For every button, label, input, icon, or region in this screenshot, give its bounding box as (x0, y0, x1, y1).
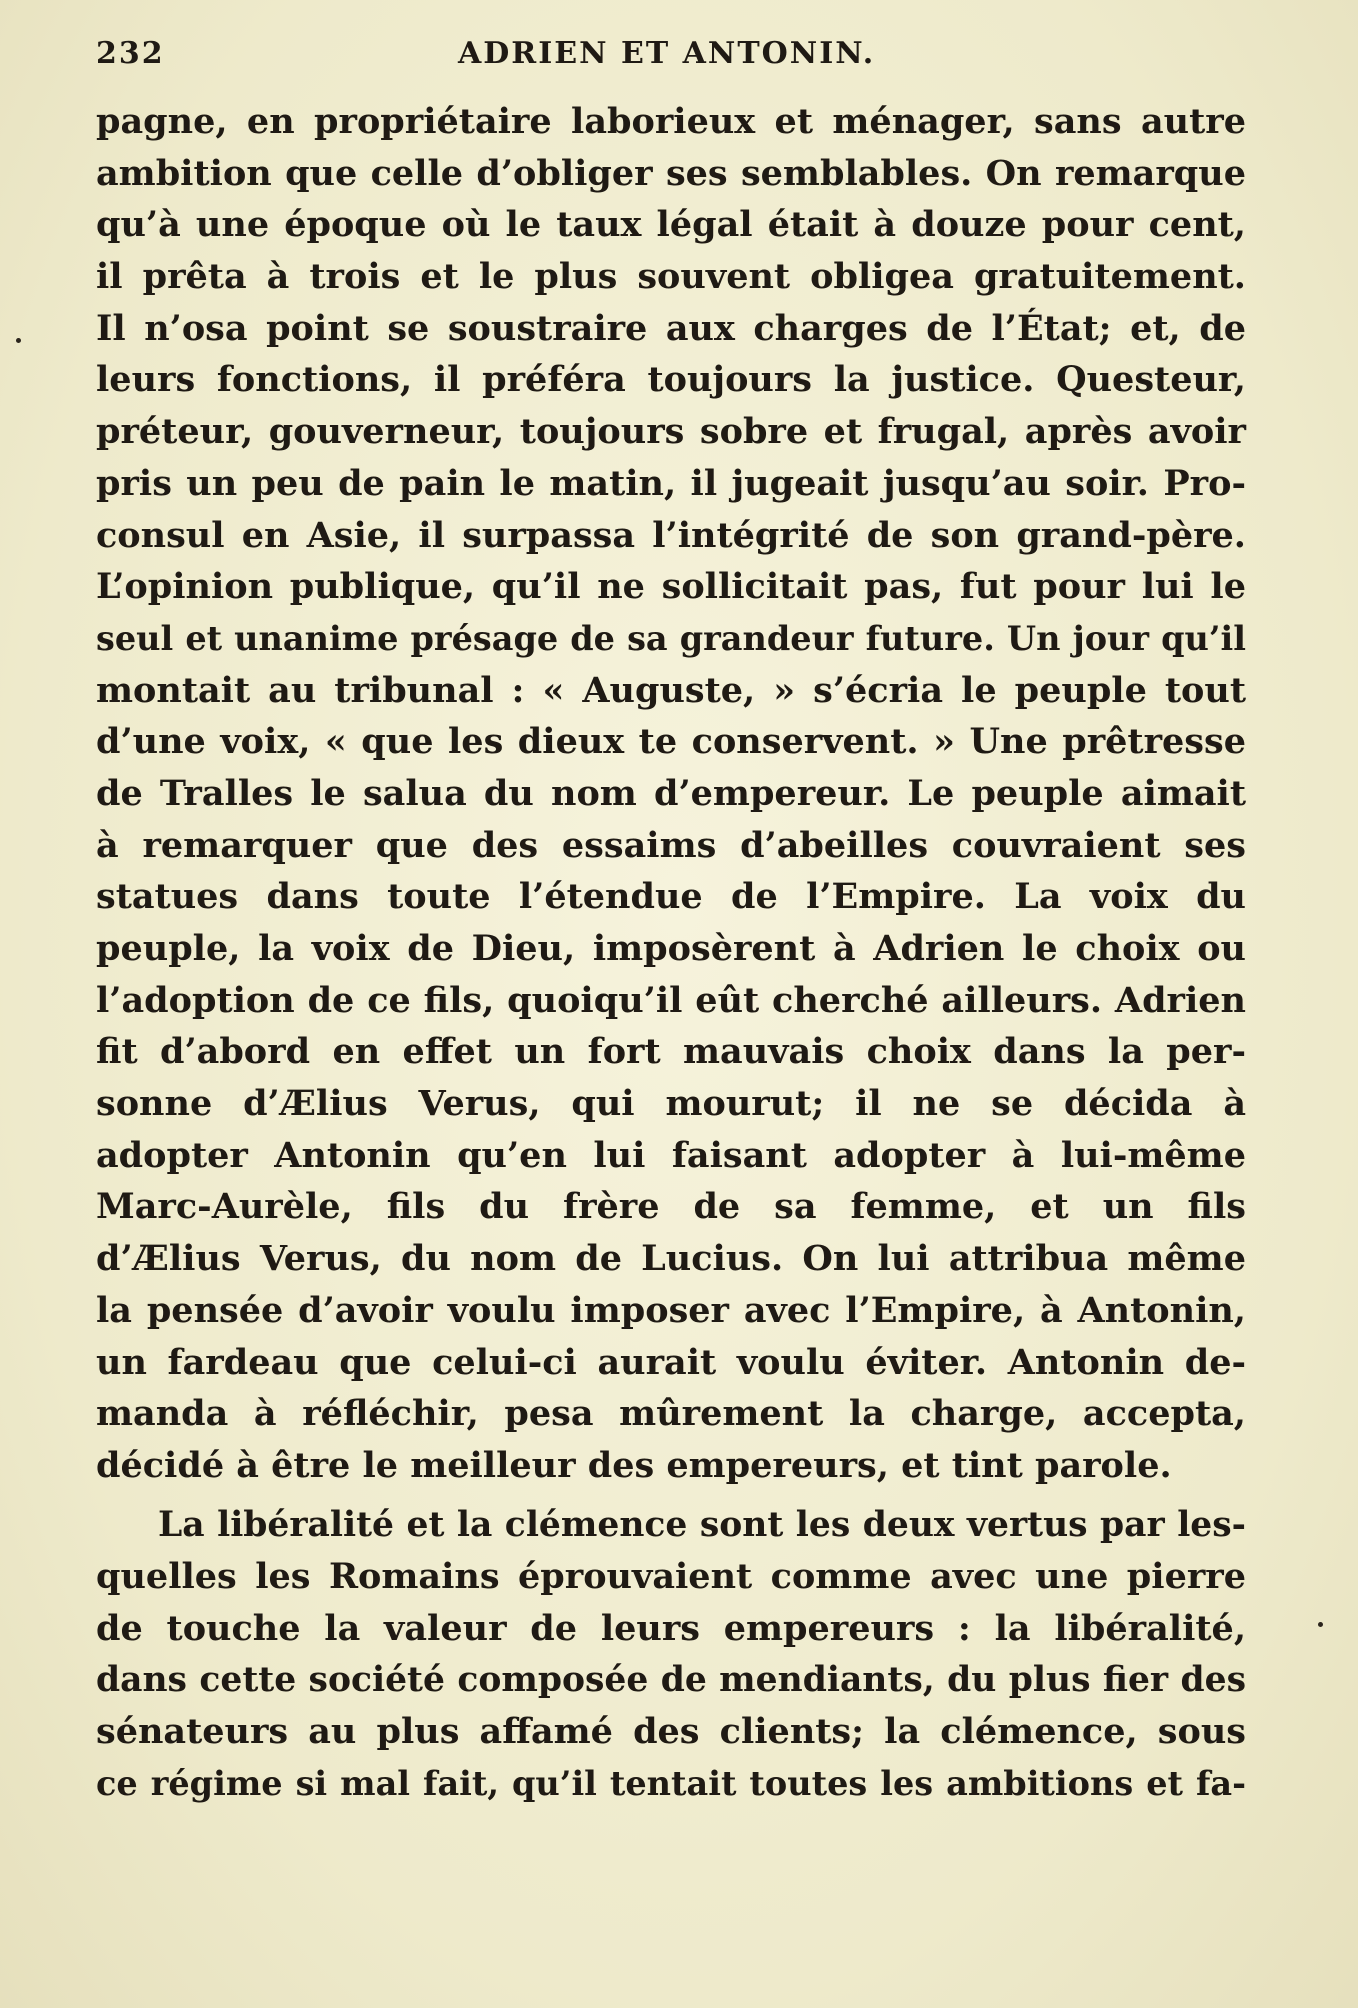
text-line: ce régime si mal fait, qu’il tentait toutes les ambitions et fa- (96, 1764, 1246, 1803)
text-line: d’Ælius Verus, du nom de Lucius. On lui attribua même (96, 1238, 1246, 1280)
text-line: il prêta à trois et le plus souvent obligea gratuitement. (96, 256, 1246, 298)
text-line: seul et unanime présage de sa grandeur future. Un jour qu’il (96, 618, 1246, 658)
text-line: d’une voix, « que les dieux te conservent. » Une prêtresse (96, 721, 1246, 763)
page-number: 232 (96, 36, 165, 71)
text-line: quelles les Romains éprouvaient comme avec une pierre (96, 1556, 1246, 1598)
text-line: fit d’abord en effet un fort mauvais choix dans la per- (96, 1031, 1246, 1073)
text-line: peuple, la voix de Dieu, imposèrent à Adrien le choix ou (96, 928, 1246, 969)
text-line: sonne d’Ælius Verus, qui mourut; il ne se décida à (96, 1083, 1246, 1125)
paragraph-spacer (96, 1492, 1246, 1500)
text-line: Marc-Aurèle, fils du frère de sa femme, et un fils (96, 1186, 1246, 1228)
text-line: ambition que celle d’obliger ses semblables. On remarque (96, 152, 1246, 194)
ink-speck (1318, 1622, 1323, 1627)
text-line: à remarquer que des essaims d’abeilles couvraient ses (96, 824, 1246, 866)
text-line: un fardeau que celui-ci aurait voulu éviter. Antonin de- (96, 1341, 1246, 1383)
running-title: ADRIEN ET ANTONIN. (458, 36, 876, 71)
text-line: leurs fonctions, il préféra toujours la justice. Questeur, (96, 359, 1246, 401)
paragraph-1 (96, 96, 1246, 1492)
text-line: de Tralles le salua du nom d’empereur. Le peuple aimait (96, 772, 1246, 814)
text-line: statues dans toute l’étendue de l’Empire. La voix du (96, 876, 1246, 918)
text-line: l’adoption de ce fils, quoiqu’il eût cherché ailleurs. Adrien (96, 979, 1246, 1021)
text-line: adopter Antonin qu’en lui faisant adopter à lui-même (96, 1134, 1246, 1176)
text-line: consul en Asie, il surpassa l’intégrité de son grand-père. (96, 514, 1246, 556)
text-line: décidé à être le meilleur des empereurs, et tint parole. (96, 1444, 1172, 1486)
text-line: préteur, gouverneur, toujours sobre et frugal, après avoir (96, 411, 1246, 453)
text-line: pris un peu de pain le matin, il jugeait jusqu’au soir. Pro- (96, 462, 1246, 504)
running-head (96, 36, 1246, 76)
text-line: la pensée d’avoir voulu imposer avec l’Empire, à Antonin, (96, 1289, 1246, 1331)
text-line: Il n’osa point se soustraire aux charges de l’État; et, de (96, 307, 1246, 349)
paragraph-2 (96, 1500, 1246, 1810)
ink-speck (16, 338, 21, 343)
text-line: sénateurs au plus affamé des clients; la clémence, sous (96, 1711, 1246, 1753)
text-line: pagne, en propriétaire laborieux et ménager, sans autre (96, 101, 1246, 142)
text-line: L’opinion publique, qu’il ne sollicitait pas, fut pour lui le (96, 566, 1246, 608)
text-line: dans cette société composée de mendiants, du plus fier des (96, 1659, 1246, 1700)
text-line: manda à réfléchir, pesa mûrement la charge, accepta, (96, 1393, 1246, 1435)
text-line: qu’à une époque où le taux légal était à douze pour cent, (96, 204, 1246, 246)
text-line: de touche la valeur de leurs empereurs : la libéralité, (96, 1607, 1246, 1649)
text-line: montait au tribunal : « Auguste, » s’écria le peuple tout (96, 669, 1246, 711)
text-line: La libéralité et la clémence sont les deux vertus par les- (158, 1504, 1246, 1545)
body-text (96, 96, 1246, 1810)
